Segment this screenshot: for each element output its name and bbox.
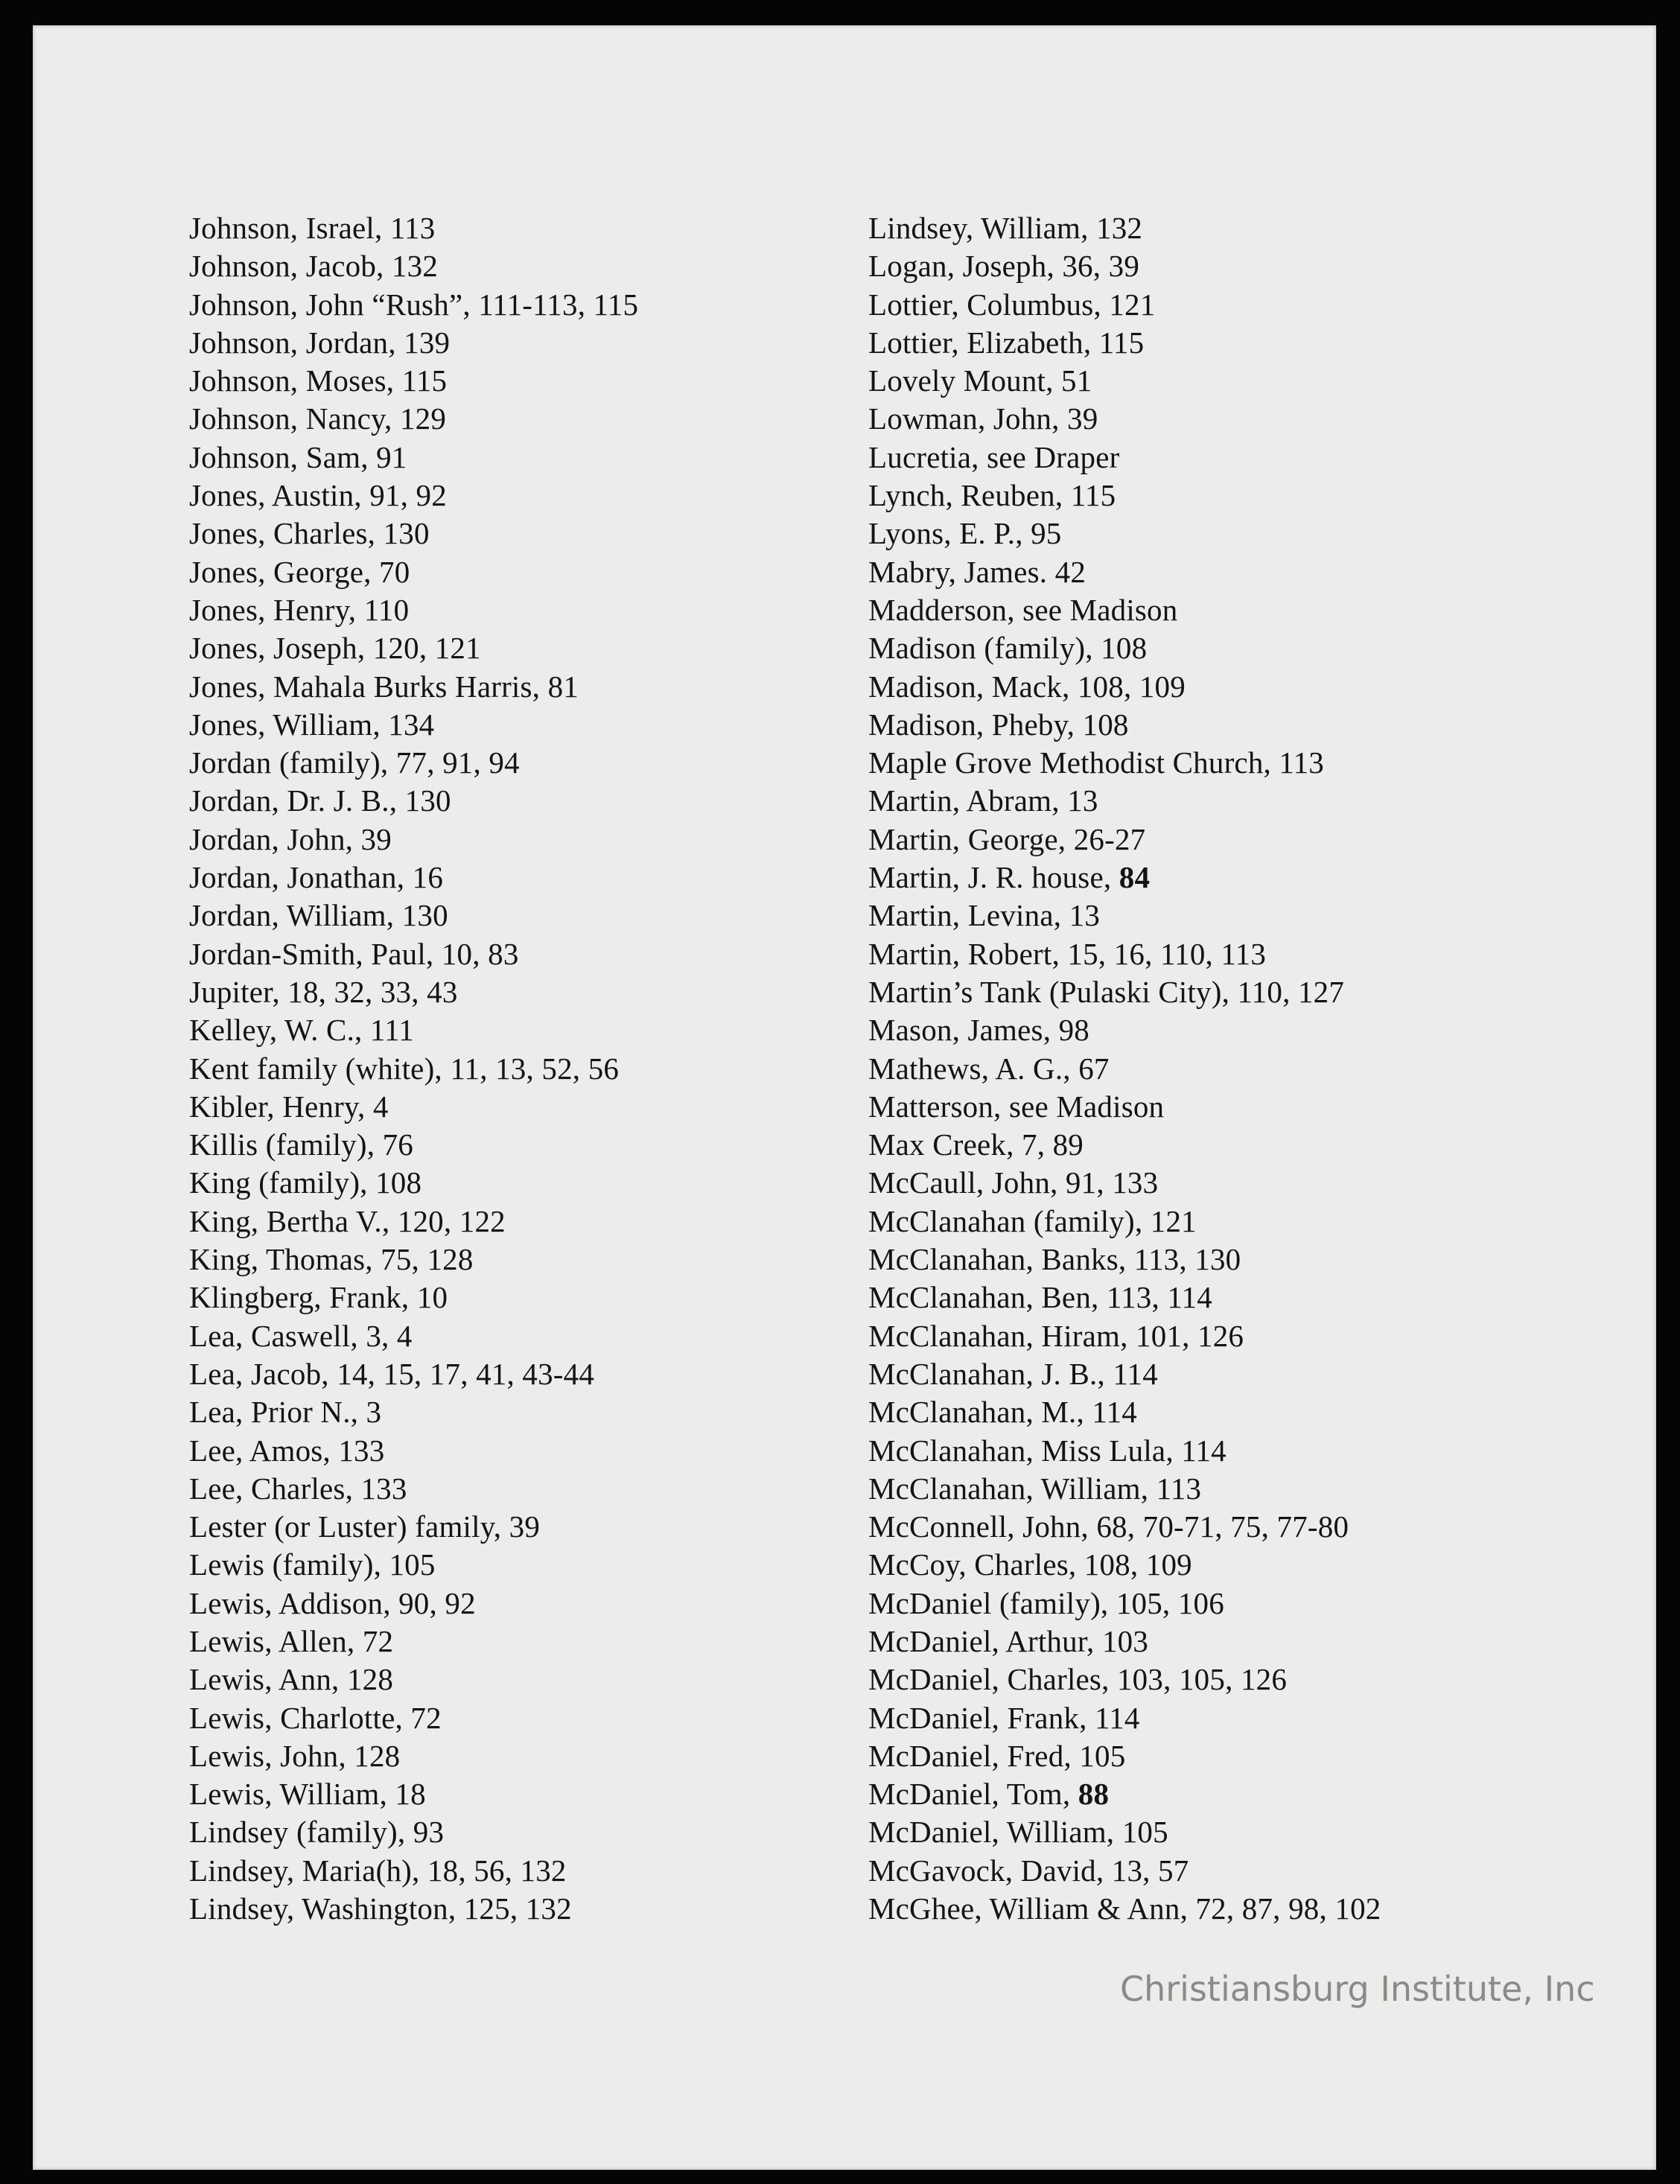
index-entry: [868, 1699, 1381, 1737]
index-entry: [189, 1011, 638, 1049]
index-entry-text: Mabry, James. 42: [868, 554, 1086, 589]
index-entry: [189, 439, 638, 477]
index-entry-text: McDaniel, Frank, 114: [868, 1700, 1140, 1735]
index-entry: [868, 1203, 1381, 1241]
index-entry-text: Kibler, Henry, 4: [189, 1089, 389, 1124]
index-entry-text: Lea, Prior N., 3: [189, 1395, 382, 1430]
index-entry: [868, 439, 1381, 477]
index-entry-text: Maple Grove Methodist Church, 113: [868, 745, 1325, 780]
index-entry: [868, 897, 1381, 935]
index-column-left: [189, 209, 638, 1928]
index-entry: [868, 821, 1381, 859]
index-entry-text: Jordan, William, 130: [189, 898, 448, 933]
index-entry-text: Jones, Austin, 91, 92: [189, 478, 447, 513]
index-entry-bold-page: 84: [1119, 860, 1151, 895]
index-entry-text: McClanahan, M., 114: [868, 1395, 1137, 1430]
index-entry: [189, 1317, 638, 1355]
index-entry: [868, 935, 1381, 973]
index-entry: [189, 324, 638, 362]
index-entry-text: Lowman, John, 39: [868, 401, 1098, 436]
index-entry: [189, 1699, 638, 1737]
index-entry-text: Jones, George, 70: [189, 554, 410, 589]
index-entry: [189, 859, 638, 897]
index-entry-text: Jones, Joseph, 120, 121: [189, 631, 481, 666]
index-entry: [868, 1088, 1381, 1126]
index-entry: [868, 1050, 1381, 1088]
index-entry-text: Jones, Charles, 130: [189, 516, 430, 551]
index-entry: [189, 1279, 638, 1317]
index-entry: [868, 1470, 1381, 1508]
index-entry-text: McClanahan, Miss Lula, 114: [868, 1433, 1226, 1468]
index-entry-text: McClanahan, Banks, 113, 130: [868, 1242, 1241, 1277]
index-entry: [189, 935, 638, 973]
index-entry: [868, 1317, 1381, 1355]
watermark: Christiansburg Institute, Inc: [1120, 1969, 1595, 2009]
index-entry-text: Johnson, Jacob, 132: [189, 249, 439, 284]
index-entry-text: Logan, Joseph, 36, 39: [868, 249, 1140, 284]
index-entry-text: Madison, Mack, 108, 109: [868, 669, 1186, 704]
index-entry: [189, 1775, 638, 1813]
index-entry: [189, 1050, 638, 1088]
index-entry: [868, 553, 1381, 591]
index-entry: [868, 1813, 1381, 1851]
index-entry-text: McCoy, Charles, 108, 109: [868, 1547, 1192, 1582]
index-entry-text: Lottier, Columbus, 121: [868, 287, 1156, 322]
index-entry: [868, 477, 1381, 515]
index-entry-text: King, Thomas, 75, 128: [189, 1242, 474, 1277]
index-entry: [189, 897, 638, 935]
index-entry: [868, 744, 1381, 782]
index-entry-text: McDaniel, Charles, 103, 105, 126: [868, 1662, 1288, 1697]
index-entry: [868, 973, 1381, 1011]
index-entry-text: Lewis, Allen, 72: [189, 1623, 394, 1658]
index-entry: [189, 1432, 638, 1470]
index-page: [33, 25, 1656, 2170]
index-entry-text: Matterson, see Madison: [868, 1089, 1165, 1124]
index-entry-text: Martin, J. R. house,: [868, 860, 1119, 895]
index-entry-text: McCaull, John, 91, 133: [868, 1165, 1159, 1200]
index-entry: [868, 1737, 1381, 1775]
index-entry: [868, 1279, 1381, 1317]
index-entry-text: McGhee, William & Ann, 72, 87, 98, 102: [868, 1891, 1381, 1926]
index-entry: [868, 591, 1381, 629]
index-entry: [189, 1164, 638, 1202]
index-entry: [189, 1546, 638, 1584]
index-entry-text: Madderson, see Madison: [868, 592, 1178, 627]
index-entry: [189, 591, 638, 629]
index-entry-text: Jupiter, 18, 32, 33, 43: [189, 974, 458, 1009]
index-entry: [868, 1241, 1381, 1279]
index-entry: [868, 1126, 1381, 1164]
index-entry-text: Lewis, William, 18: [189, 1777, 426, 1812]
index-entry: [868, 668, 1381, 706]
index-entry-text: Lucretia, see Draper: [868, 439, 1120, 474]
index-entry: [868, 1164, 1381, 1202]
index-entry-text: Mason, James, 98: [868, 1013, 1090, 1048]
index-entry-text: Jordan (family), 77, 91, 94: [189, 745, 520, 780]
index-entry: [189, 1890, 638, 1928]
index-entry-text: Lindsey, Washington, 125, 132: [189, 1891, 572, 1926]
index-entry-text: Johnson, Sam, 91: [189, 439, 407, 474]
index-entry: [189, 1470, 638, 1508]
index-entry: [189, 668, 638, 706]
index-entry: [189, 1355, 638, 1393]
index-entry: [189, 629, 638, 667]
index-entry-text: Lewis, John, 128: [189, 1738, 401, 1773]
index-entry-text: McDaniel, Fred, 105: [868, 1738, 1126, 1773]
index-entry: [189, 477, 638, 515]
index-entry-text: McDaniel, Arthur, 103: [868, 1623, 1149, 1658]
index-entry-bold-page: 88: [1078, 1777, 1110, 1812]
index-entry: [868, 859, 1381, 897]
index-entry: [868, 324, 1381, 362]
index-entry-text: Lea, Caswell, 3, 4: [189, 1318, 413, 1353]
index-entry-text: Martin’s Tank (Pulaski City), 110, 127: [868, 974, 1345, 1009]
index-entry: [189, 782, 638, 820]
index-entry: [868, 1661, 1381, 1699]
index-entry-text: Lee, Amos, 133: [189, 1433, 385, 1468]
index-entry-text: Lewis, Addison, 90, 92: [189, 1585, 476, 1620]
index-entry: [868, 1432, 1381, 1470]
index-entry-text: Lester (or Luster) family, 39: [189, 1509, 541, 1544]
index-column-right: [868, 209, 1381, 1928]
index-entry-text: McClanahan (family), 121: [868, 1203, 1197, 1238]
index-entry-text: Martin, Robert, 15, 16, 110, 113: [868, 936, 1267, 971]
index-entry: [868, 1546, 1381, 1584]
index-entry: [189, 973, 638, 1011]
index-entry-text: Martin, Levina, 13: [868, 898, 1101, 933]
index-entry: [189, 1203, 638, 1241]
index-entry-text: King (family), 108: [189, 1165, 422, 1200]
index-entry: [868, 782, 1381, 820]
index-entry: [189, 821, 638, 859]
index-entry-text: Johnson, Nancy, 129: [189, 401, 447, 436]
index-entry: [189, 1623, 638, 1661]
index-entry-text: Jones, Mahala Burks Harris, 81: [189, 669, 579, 704]
index-entry: [868, 1775, 1381, 1813]
index-entry: [868, 1508, 1381, 1546]
index-entry-text: Max Creek, 7, 89: [868, 1127, 1084, 1162]
index-entry-text: Klingberg, Frank, 10: [189, 1280, 448, 1315]
index-entry-text: Kent family (white), 11, 13, 52, 56: [189, 1051, 620, 1086]
index-entry: [189, 1813, 638, 1851]
index-entry-text: McClanahan, Hiram, 101, 126: [868, 1318, 1244, 1353]
index-entry: [189, 553, 638, 591]
index-entry: [189, 247, 638, 285]
index-entry: [868, 247, 1381, 285]
index-entry-text: Jordan, John, 39: [189, 821, 392, 856]
index-entry: [868, 1355, 1381, 1393]
index-entry: [868, 1852, 1381, 1890]
index-entry-text: Lea, Jacob, 14, 15, 17, 41, 43-44: [189, 1356, 595, 1391]
index-entry: [189, 706, 638, 744]
index-entry: [868, 286, 1381, 324]
index-entry-text: McClanahan, William, 113: [868, 1471, 1202, 1506]
index-entry-text: Lindsey, William, 132: [868, 211, 1143, 245]
index-entry: [868, 1393, 1381, 1431]
index-entry: [189, 1241, 638, 1279]
index-entry: [868, 706, 1381, 744]
index-entry-text: Killis (family), 76: [189, 1127, 414, 1162]
index-entry-text: Mathews, A. G., 67: [868, 1051, 1110, 1086]
index-entry-text: Martin, Abram, 13: [868, 783, 1098, 818]
index-entry: [868, 515, 1381, 553]
index-entry-text: Jones, Henry, 110: [189, 592, 410, 627]
index-entry-text: Lovely Mount, 51: [868, 363, 1092, 398]
index-entry: [189, 1737, 638, 1775]
index-entry-text: Lottier, Elizabeth, 115: [868, 325, 1145, 360]
index-entry-text: Johnson, John “Rush”, 111-113, 115: [189, 287, 639, 322]
index-entry-text: Lee, Charles, 133: [189, 1471, 407, 1506]
index-entry-text: Lewis (family), 105: [189, 1547, 436, 1582]
index-entry-text: Lewis, Ann, 128: [189, 1662, 394, 1697]
index-entry: [189, 1393, 638, 1431]
index-entry: [189, 1661, 638, 1699]
index-entry-text: Lindsey, Maria(h), 18, 56, 132: [189, 1853, 567, 1888]
index-entry: [868, 1623, 1381, 1661]
index-entry: [189, 1852, 638, 1890]
index-entry-text: Lewis, Charlotte, 72: [189, 1700, 442, 1735]
index-entry: [189, 1126, 638, 1164]
index-entry: [189, 1585, 638, 1623]
index-entry-text: McDaniel (family), 105, 106: [868, 1585, 1224, 1620]
index-entry: [868, 1585, 1381, 1623]
index-entry-text: McDaniel, William, 105: [868, 1815, 1168, 1850]
index-entry-text: Jordan, Jonathan, 16: [189, 860, 444, 895]
index-entry-text: McClanahan, J. B., 114: [868, 1356, 1158, 1391]
index-entry-text: McConnell, John, 68, 70-71, 75, 77-80: [868, 1509, 1349, 1544]
index-entry: [189, 286, 638, 324]
index-entry: [189, 744, 638, 782]
index-entry-text: Madison, Pheby, 108: [868, 707, 1129, 742]
index-entry: [868, 629, 1381, 667]
index-entry: [189, 362, 638, 400]
index-entry-text: Lindsey (family), 93: [189, 1815, 445, 1850]
index-entry-text: Madison (family), 108: [868, 631, 1148, 666]
index-entry-text: Jordan, Dr. J. B., 130: [189, 783, 451, 818]
index-entry: [189, 1508, 638, 1546]
index-entry-text: McClanahan, Ben, 113, 114: [868, 1280, 1212, 1315]
index-entry: [189, 515, 638, 553]
index-entry-text: Lyons, E. P., 95: [868, 516, 1062, 551]
index-entry-text: Jordan-Smith, Paul, 10, 83: [189, 936, 519, 971]
index-entry-text: Lynch, Reuben, 115: [868, 478, 1116, 513]
index-entry-text: Martin, George, 26-27: [868, 821, 1146, 856]
index-entry: [868, 1890, 1381, 1928]
index-entry-text: McDaniel, Tom,: [868, 1777, 1078, 1812]
index-entry: [868, 400, 1381, 438]
index-entry: [868, 1011, 1381, 1049]
index-entry-text: Johnson, Jordan, 139: [189, 325, 451, 360]
index-entry-text: McGavock, David, 13, 57: [868, 1853, 1189, 1888]
index-entry-text: King, Bertha V., 120, 122: [189, 1203, 506, 1238]
index-entry: [189, 209, 638, 247]
index-entry-text: Kelley, W. C., 111: [189, 1013, 414, 1048]
index-entry-text: Johnson, Israel, 113: [189, 211, 436, 245]
index-entry-text: Johnson, Moses, 115: [189, 363, 448, 398]
index-entry: [868, 362, 1381, 400]
index-entry: [189, 1088, 638, 1126]
index-entry: [189, 400, 638, 438]
index-entry: [868, 209, 1381, 247]
index-entry-text: Jones, William, 134: [189, 707, 435, 742]
